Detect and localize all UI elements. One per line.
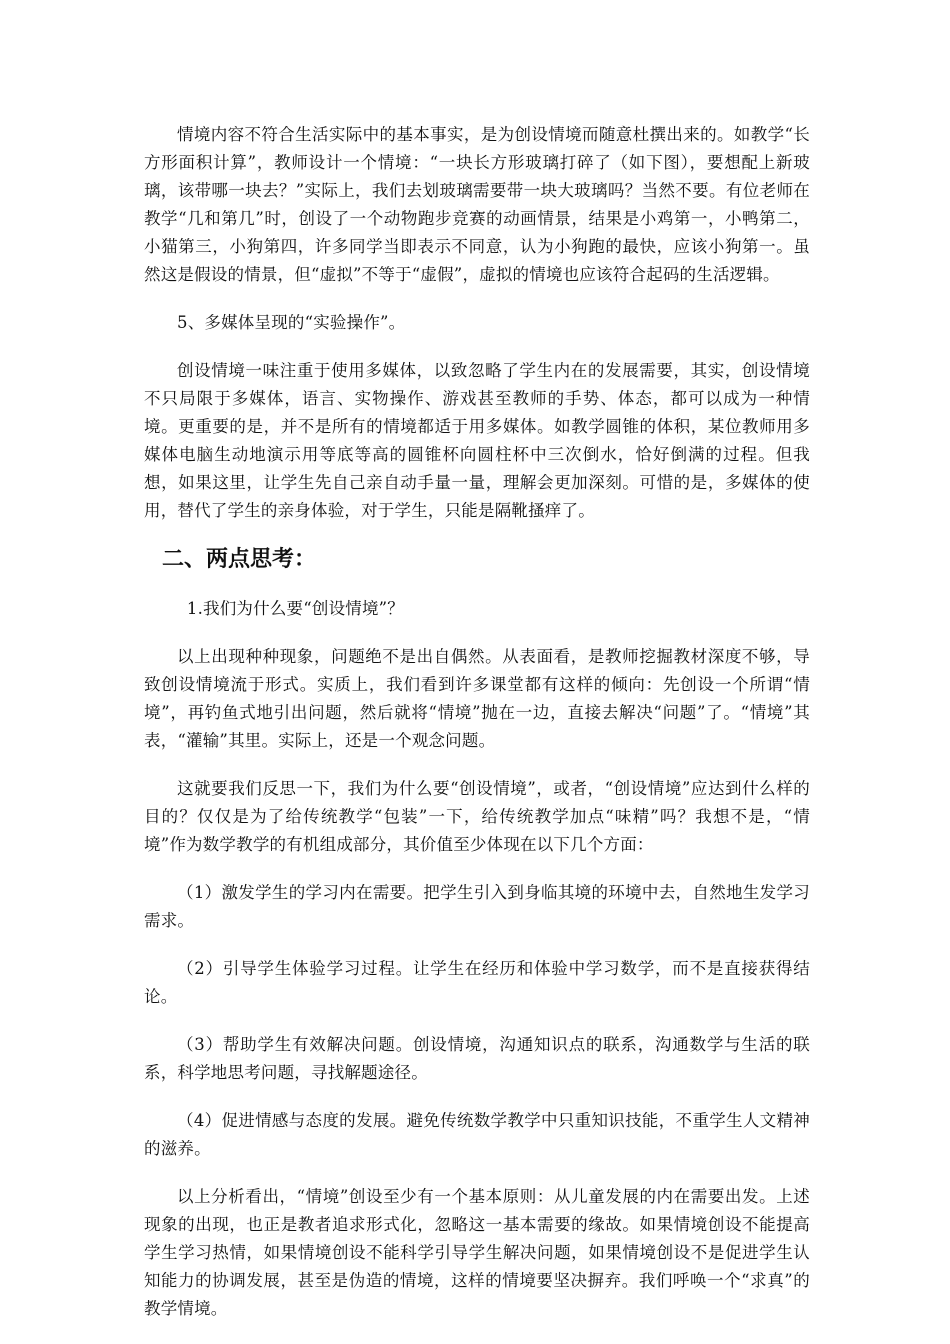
- list-item-1: （1）激发学生的学习内在需要。把学生引入到身临其境的环境中去，自然地生发学习需求。: [144, 883, 810, 930]
- paragraph-fake-context: 情境内容不符合生活实际中的基本事实，是为创设情境而随意杜撰出来的。如教学“长方形面积计算”，教师设计一个情境：“一块长方形玻璃打碎了（如下图），要想配上新玻璃，该带哪一块去？”实际上，我们去划玻璃需要带一块大玻璃吗？当然不要。有位老师在教学“几和第几”时，创设了一个动物跑步竞赛的动画情景，结果是小鸡第一，小鸭第二，小猫第三，小狗第四，许多同学当即表示不同意，认为小狗跑的最快，应该小狗第一。虽然这是假设的情景，但“虚拟”不等于“虚假”，虚拟的情境也应该符合起码的生活逻辑。: [144, 125, 810, 284]
- paragraph-conclusion: 以上分析看出，“情境”创设至少有一个基本原则：从儿童发展的内在需要出发。上述现象的出现，也正是教者追求形式化，忽略这一基本需要的缘故。如果情境创设不能提高学生学习热情，如果情境创设不能科学引导学生解决问题，如果情境创设不是促进学生认知能力的协调发展，甚至是伪造的情境，这样的情境要坚决摒弃。我们呼唤一个“求真”的教学情境。: [144, 1187, 810, 1318]
- section-heading: 二、两点思考：: [162, 547, 317, 572]
- paragraph-phenomena: 以上出现种种现象，问题绝不是出自偶然。从表面看，是教师挖掘教材深度不够，导致创设情境流于形式。实质上，我们看到许多课堂都有这样的倾向：先创设一个所谓“情境”，再钓鱼式地引出问题，然后就将“情境”抛在一边，直接去解决“问题”了。“情境”其表，“灌输”其里。实际上，还是一个观念问题。: [144, 647, 810, 750]
- paragraph-multimedia-body: 创设情境一味注重于使用多媒体，以致忽略了学生内在的发展需要，其实，创设情境不只局限于多媒体，语言、实物操作、游戏甚至教师的手势、体态，都可以成为一种情境。更重要的是，并不是所有的情境都适于用多媒体。如教学圆锥的体积，某位教师用多媒体电脑生动地演示用等底等高的圆锥杯向圆柱杯中三次倒水，恰好倒满的过程。但我想，如果这里，让学生先自己亲自动手量一量，理解会更加深刻。可惜的是，多媒体的使用，替代了学生的亲身体验，对于学生，只能是隔靴搔痒了。: [144, 361, 810, 520]
- list-item-3: （3）帮助学生有效解决问题。创设情境，沟通知识点的联系，沟通数学与生活的联系，科学地思考问题，寻找解题途径。: [144, 1035, 810, 1082]
- list-item-4: （4）促进情感与态度的发展。避免传统数学教学中只重知识技能，不重学生人文精神的滋养。: [144, 1111, 810, 1158]
- paragraph-multimedia-title: 5、多媒体呈现的“实验操作”。: [177, 313, 406, 332]
- paragraph-reflection: 这就要我们反思一下，我们为什么要“创设情境”，或者，“创设情境”应达到什么样的目的？仅仅是为了给传统教学“包装”一下，给传统教学加点“味精”吗？我想不是，“情境”作为数学教学的有机组成部分，其价值至少体现在以下几个方面：: [144, 779, 810, 854]
- list-item-2: （2）引导学生体验学习过程。让学生在经历和体验中学习数学，而不是直接获得结论。: [144, 959, 810, 1006]
- paragraph-question: 1.我们为什么要“创设情境”？: [186, 599, 405, 618]
